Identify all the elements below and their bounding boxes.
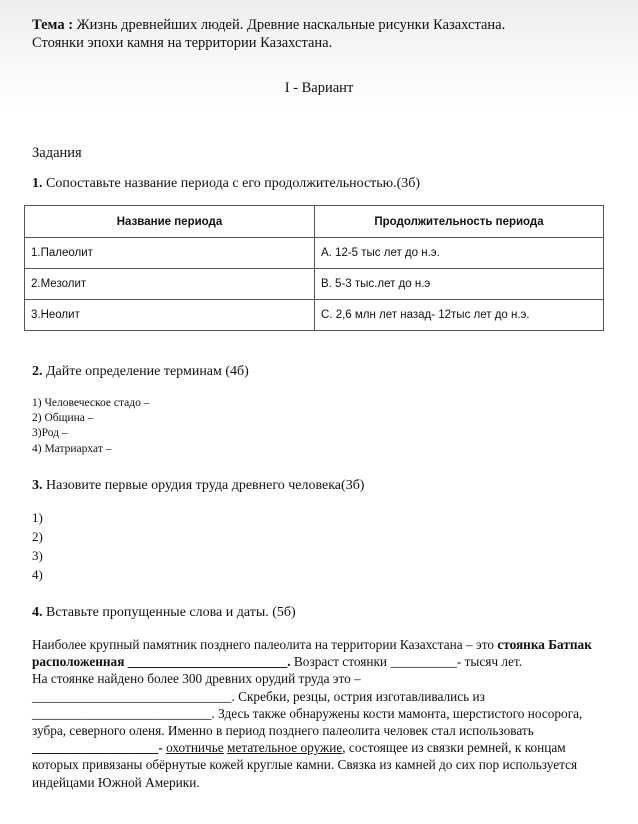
fill-in-paragraph bbox=[32, 636, 607, 791]
question-2-number: 2. bbox=[32, 364, 43, 379]
paragraph-underlined-text: метательное оружие bbox=[227, 740, 343, 756]
tasks-heading: Задания bbox=[32, 145, 82, 161]
question-2-text: Дайте определение терминам (4б) bbox=[42, 364, 249, 379]
term-item: 3)Род – bbox=[32, 427, 68, 439]
term-item: 2) Община – bbox=[32, 412, 94, 424]
table-cell: A. 12-5 тыс лет до н.э. bbox=[315, 238, 604, 269]
paragraph-underlined-text: охотничье bbox=[166, 740, 224, 756]
paragraph-text: Возраст стоянки __________- тысяч лет. bbox=[290, 654, 523, 670]
table-row bbox=[25, 300, 604, 331]
table-header-cell: Продолжительность периода bbox=[315, 206, 604, 238]
table-cell: C. 2,6 млн лет назад- 12тыс лет до н.э. bbox=[315, 300, 604, 331]
question-4 bbox=[32, 605, 296, 621]
term-item: 1) Человеческое стадо – bbox=[32, 397, 150, 409]
topic-line-1 bbox=[32, 16, 505, 34]
table-cell: B. 5-3 тыс.лет до н.э bbox=[315, 269, 604, 300]
paragraph-part-3 bbox=[32, 688, 607, 791]
table-cell: 2.Мезолит bbox=[25, 269, 315, 300]
table-cell: 3.Неолит bbox=[25, 300, 315, 331]
variant-title: I - Вариант bbox=[284, 80, 354, 96]
table-header-row bbox=[25, 206, 604, 238]
period-table bbox=[24, 205, 604, 331]
topic-label: Тема : bbox=[32, 17, 74, 33]
term-item: 4) Матриархат – bbox=[32, 443, 112, 455]
question-2 bbox=[32, 364, 249, 380]
paragraph-bold-text: стоянка Батпак расположенная ________________________. bbox=[32, 637, 592, 670]
paragraph-part-2: На стоянке найдено более 300 древних орудий труда это – bbox=[32, 671, 361, 687]
question-4-number: 4. bbox=[32, 605, 43, 620]
table-row bbox=[25, 238, 604, 269]
topic-text: Жизнь древнейших людей. Древние наскальные рисунки Казахстана. bbox=[73, 17, 506, 33]
paragraph-part-1 bbox=[32, 636, 607, 670]
table-row bbox=[25, 269, 604, 300]
question-4-text: Вставьте пропущенные слова и даты. (5б) bbox=[42, 605, 296, 620]
question-1 bbox=[32, 176, 420, 192]
table-header-cell: Название периода bbox=[25, 206, 315, 238]
table-cell: 1.Палеолит bbox=[25, 238, 315, 269]
tool-item: 2) bbox=[32, 529, 43, 544]
paragraph-text: ______________________________. Скребки, резцы, острия изготавливались из ___________________________. Здесь также обнаружены кости мамонта, шерстистого носорога, зубра, северного оленя. Именно в период позднего палеолита человек стал использовать bbox=[32, 688, 583, 739]
question-3-number: 3. bbox=[32, 478, 43, 493]
tool-item: 3) bbox=[32, 548, 43, 563]
paragraph-bold-blank: ___________________- bbox=[32, 740, 163, 756]
tool-item: 1) bbox=[32, 510, 43, 525]
question-1-text: Сопоставьте название периода с его продолжительностью.(3б) bbox=[42, 176, 421, 191]
topic-line-2: Стоянки эпохи камня на территории Казахстана. bbox=[32, 35, 333, 51]
question-3 bbox=[32, 478, 364, 494]
paragraph-text: , состоящее из связки ремней, к концам которых привязаны обёрнутые кожей круглые камни. Связка из камней до сих пор используется индейцами Южной Америки. bbox=[32, 740, 578, 790]
paragraph-text: Наиболее крупный памятник позднего палеолита на территории Казахстана – это bbox=[32, 637, 498, 652]
question-1-number: 1. bbox=[32, 176, 43, 191]
question-3-text: Назовите первые орудия труда древнего человека(3б) bbox=[42, 478, 365, 493]
tool-item: 4) bbox=[32, 567, 43, 582]
topic bbox=[32, 16, 505, 52]
